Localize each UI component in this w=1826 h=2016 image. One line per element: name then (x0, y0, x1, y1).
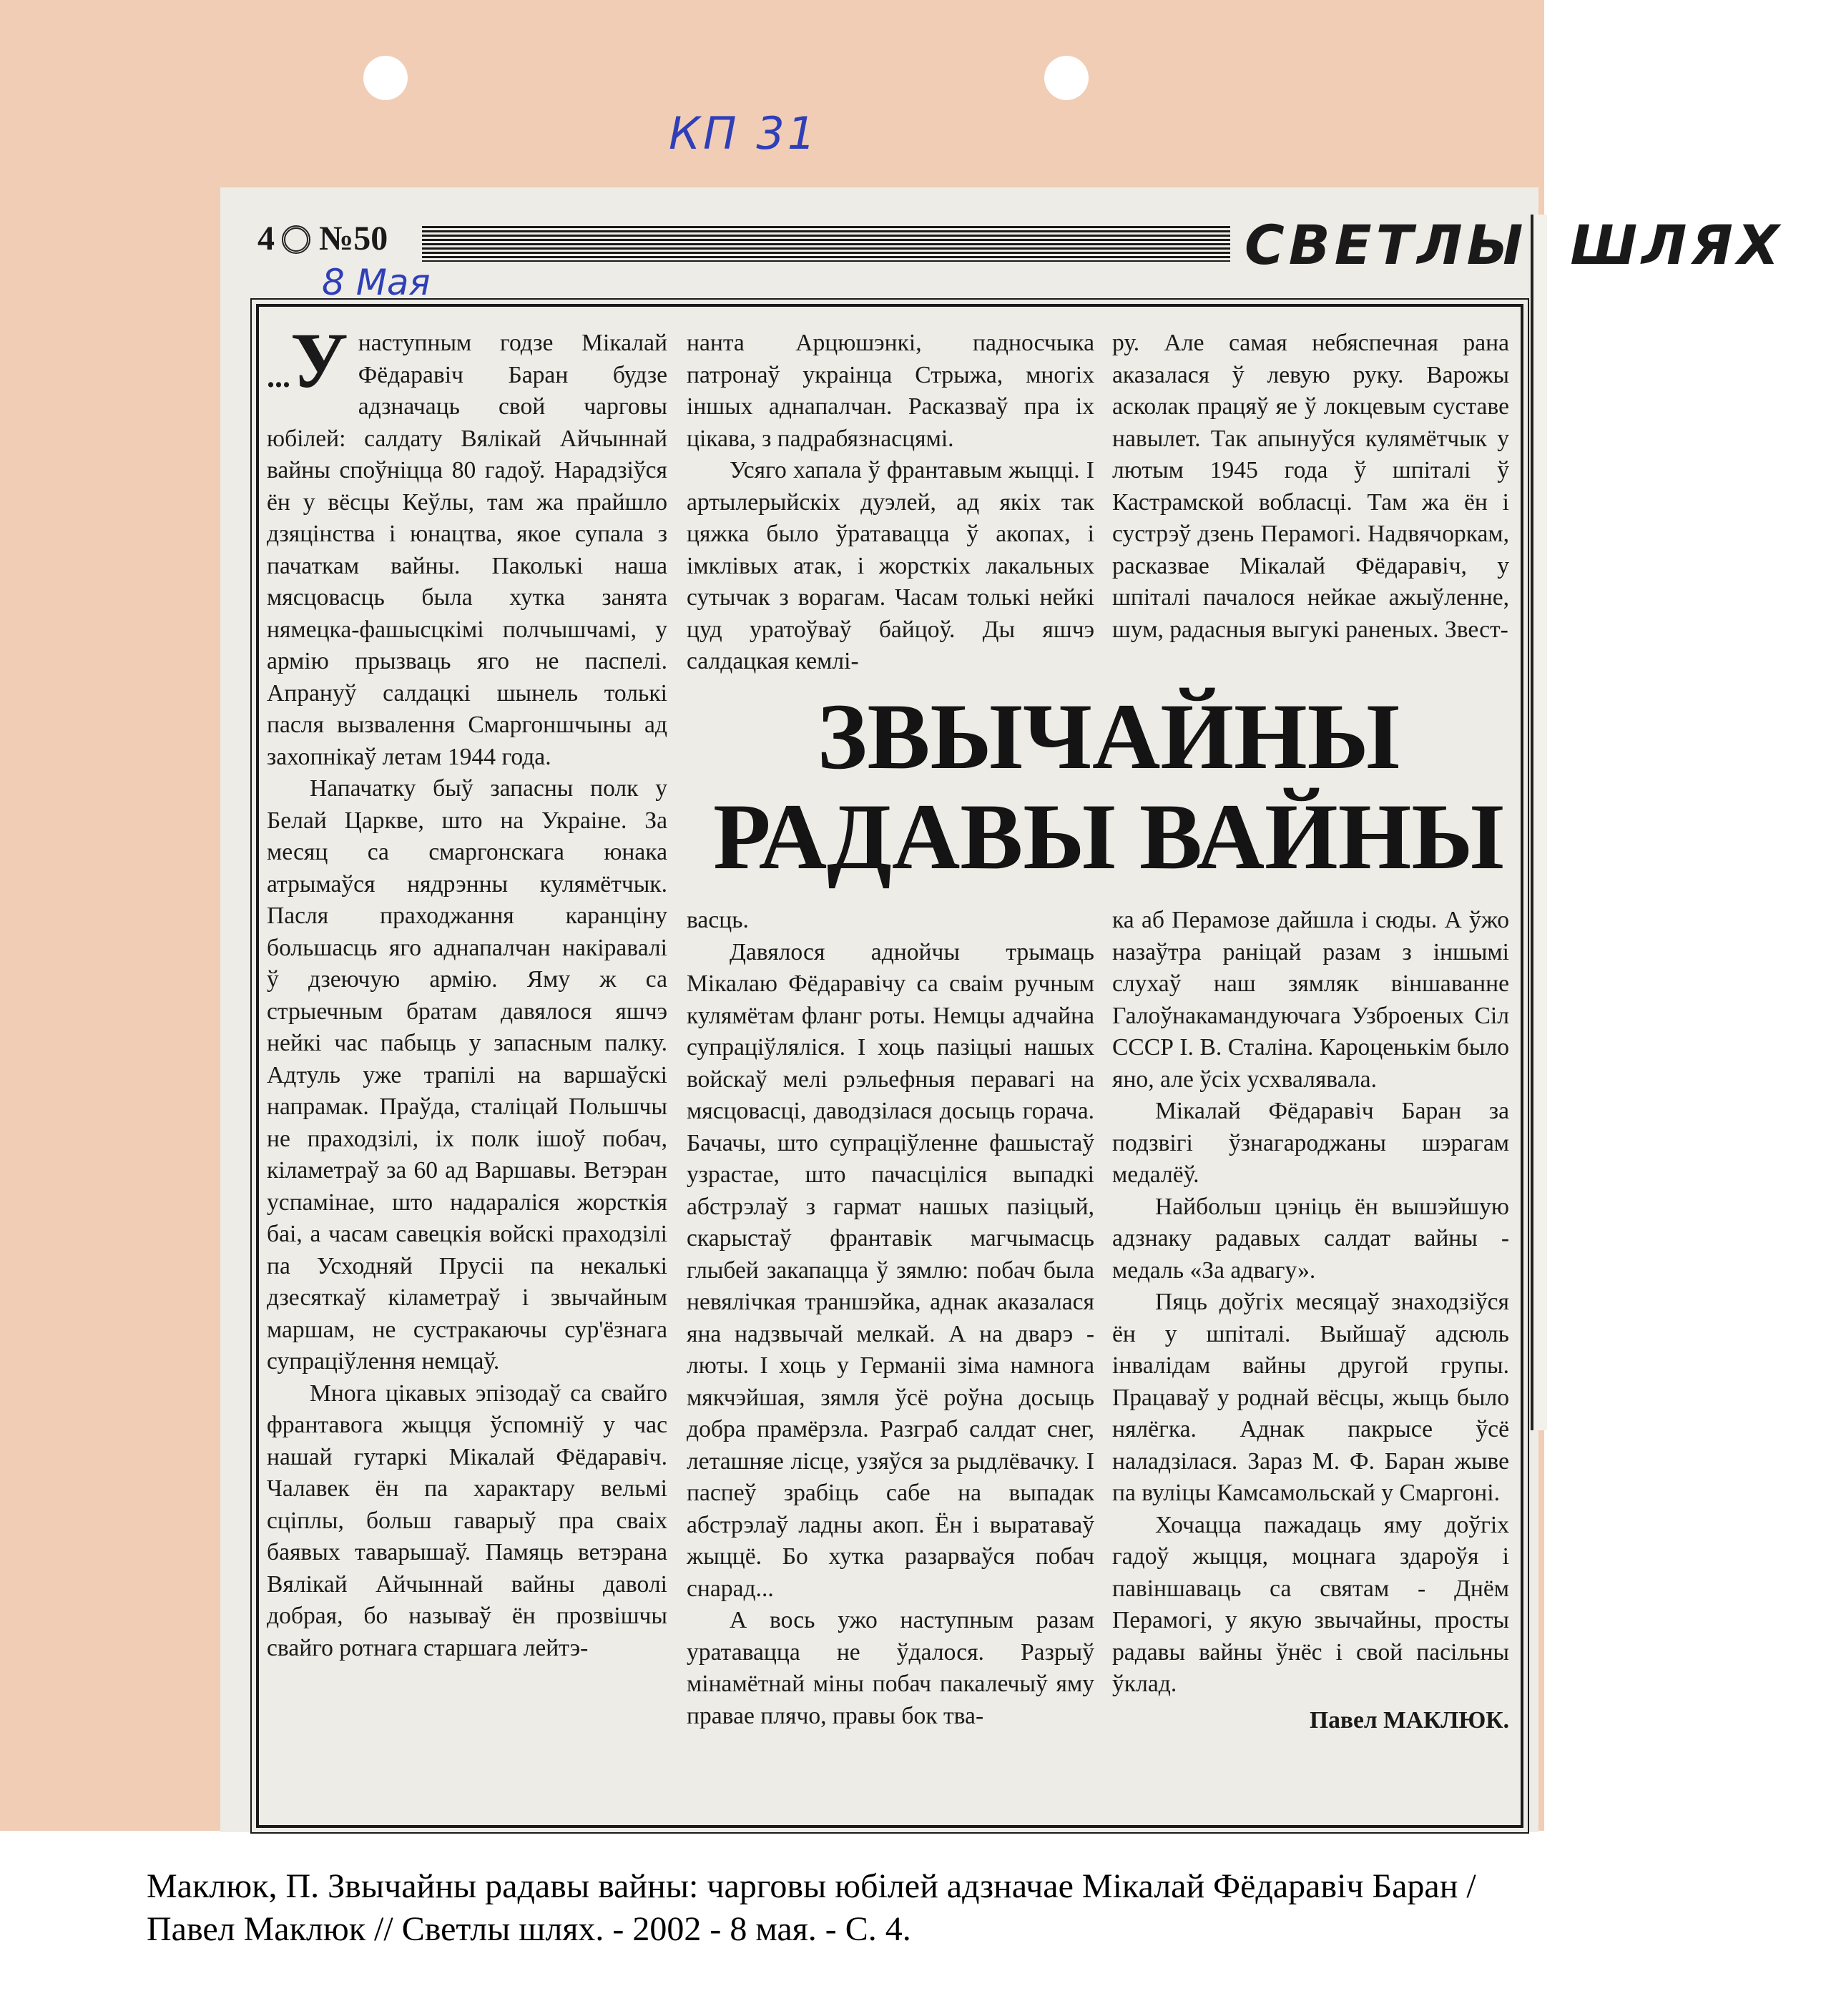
bullseye-icon (282, 225, 310, 254)
dropcap-letter: У (290, 317, 348, 404)
handwritten-date-note: 8 Мая (322, 262, 431, 303)
page-number: 4 (257, 220, 275, 257)
newspaper-title (1245, 213, 1826, 277)
article-paragraph: Давялося аднойчы трымаць Мікалаю Фёдаравічу са сваім ручным кулямётам фланг роты. Немцы адчайна супраціўляліся. І хоць пазіцыі нашых войскаў мелі рэльефныя перавагі на мясцовасці, даводзілася досыць горача. Бачачы, што супраціўленне фашыстаў узрастае, што пачасціліся выпадкі абстрэлаў з гармат нашых пазіцый, скарыстаў франтавік магчымасць глыбей закапацца ў зямлю: побач была невялічкая траншэйка, аднак аказалася яна надзвычай мелкай. А на дварэ - люты. І хоць у Германіі зіма намнога мякчэйшая, зямля ўсё роўна досыць добра прамёрзла. Разграб салдат снег, леташняе лісце, узяўся за рыдлёвачку. І паспеў зрабіць сабе на выпадак абстрэлаў ладны акоп. Ён і выратаваў жыццё. Бо хутка разарваўся побач снарад... (687, 938, 1094, 1602)
article-column-2-top (687, 328, 1094, 678)
article-column-2-bottom (687, 905, 1094, 1732)
article-paragraph: ру. Але самая небяспечная рана аказалася ў левую руку. Варожы асколак працяў яе ў локцевым суставе навылет. Так апынуўся кулямётчык у лютым 1945 года ў шпіталі ў Кастрамской вобласці. Там жа ён і сустрэў дзень Перамогі. Надвячоркам, расказвае Мікалай Фёдаравіч, у шпіталі пачалося нейкае ажыўленне, шум, радасныя выгукі раненых. Звест- (1112, 330, 1509, 643)
masthead (257, 213, 1784, 277)
article-paragraph: Усяго хапала ў франтавым жыцці. І артылерыйскіх дуэлей, ад якіх так цяжка было ўратавацца ў акопах, і імклівых атак, і жорсткіх лакальных сутычак з ворагам. Часам толькі нейкі цуд уратоўваў байцоў. Ды яшчэ салдацкая кемлі- (687, 457, 1094, 674)
punch-hole (363, 56, 408, 100)
article-paragraph: ка аб Перамозе дайшла і сюды. А ўжо назаўтра раніцай разам з іншымі слухаў наш зямляк віншаванне Галоўнакамандуючага Узброеных Сіл СССР І. В. Сталіна. Кароценькім было яно, але ўсіх усхвалявала. (1112, 907, 1509, 1093)
bibliographic-citation: Маклюк, П. Звычайны радавы вайны: чарговы юбілей адзначае Мікалай Фёдаравіч Баран / Павел Маклюк // Светлы шлях. - 2002 - 8 мая. - С. 4. (147, 1867, 1476, 1948)
newspaper-title-word: ШЛЯХ (1570, 213, 1784, 277)
issue-info (257, 219, 388, 258)
article-column-3-top (1112, 328, 1509, 646)
article-paragraph: Найбольш цэніць ён вышэйшую адзнаку радавых салдат вайны - медаль «За адвагу». (1112, 1193, 1509, 1284)
paragraph-text: наступным годзе Мікалай Фёдаравіч Баран будзе адзначаць свой чарговы юбілей: салдату Вялікай Айчыннай вайны споўніцца 80 гадоў. Нарадзіўся ён у вёсцы Кеўлы, там жа прайшло дзяцінства і юнацтва, якое супала з пачаткам вайны. Паколькі наша мясцовасць была хутка занята нямецка-фашысцкімі полчышчамі, у армію прызваць яго не паспелі. Апрануў салдацкі шынель толькі пасля вызвалення Смаргоншчыны ад захопнікаў летам 1944 года. (267, 330, 667, 770)
article-paragraph: Хочацца пажадаць яму доўгіх гадоў жыцця, моцнага здароўя і павіншаваць са святам - Днём Перамогі, у якую звычайны, просты радавы вайны ўнёс і свой пасільны ўклад. (1112, 1511, 1509, 1697)
newspaper-title-word: СВЕТЛЫ (1245, 213, 1528, 277)
article-paragraph: нанта Арцюшэнкі, падносчыка патронаў украінца Стрыжа, многіх іншых аднапалчан. Расказваў пра іх цікава, з падрабязнасцямі. (687, 330, 1094, 452)
punch-hole (1044, 56, 1089, 100)
article-paragraph: Многа цікавых эпізодаў са свайго франтавога жыцця ўспомніў у час нашай гутаркі Мікалай Фёдаравіч. Чалавек ён па характару вельмі сціплы, больш гаварыў пра сваіх баявых таварышаў. Памяць ветэрана Вялікай Айчыннай вайны даволі добрая, бо называў ён прозвішчы свайго ротнага старшага лейтэ- (267, 1380, 667, 1661)
article-column-3-bottom (1112, 905, 1509, 1736)
dropcap-ellipsis: ... (267, 359, 290, 394)
article-paragraph: Пяць доўгіх месяцаў знаходзіўся ён у шпіталі. Выйшаў адсюль інвалідам вайны другой групы. Працаваў у роднай вёсцы, жыць было нялёгка. Аднак пакрысе ўсё наладзілася. Зараз М. Ф. Баран жыве па вуліцы Камсамольскай у Смаргоні. (1112, 1289, 1509, 1506)
article-paragraph: А вось ужо наступным разам уратавацца не ўдалося. Разрыў мінамётнай міны побач пакалечыў яму правае плячо, правы бок тва- (687, 1607, 1094, 1729)
headline-line: РАДАВЫ ВАЙНЫ (713, 784, 1504, 889)
masthead-rule (422, 226, 1230, 262)
handwritten-catalog-mark: КП 31 (669, 107, 819, 159)
article-author: Павел МАКЛЮК. (1309, 1706, 1509, 1734)
issue-number: №50 (319, 220, 388, 257)
headline-line: ЗВЫЧАЙНЫ (817, 684, 1400, 789)
dropcap (267, 317, 348, 405)
article-column-1 (267, 317, 667, 1664)
article-headline (687, 684, 1531, 889)
adjacent-column-edge (1531, 215, 1547, 1430)
article-paragraph: васць. (687, 907, 749, 933)
article-paragraph: Мікалай Фёдаравіч Баран за подзвігі ўзнагароджаны шэрагам медалёў. (1112, 1098, 1509, 1188)
article-paragraph (267, 317, 667, 773)
article-paragraph: Напачатку быў запасны полк у Белай Царкве, што на Украіне. За месяц са смаргонскага юнака атрымаўся нядрэнны кулямётчык. Пасля праходжання каранціну большасць яго аднапалчан накіравалі ў дзеючую армію. Яму ж са стрыечным братам давялося яшчэ нейкі час пабыць у запасным палку. Адтуль уже трапілі на варшаўскі напрамак. Праўда, сталіцай Польшчы не праходзілі, іх полк ішоў побач, кіламетраў за 60 ад Варшавы. Ветэран успамінае, што надараліся жорсткія баі, а часам савецкія войскі праходзілі па Усходняй Прусіі па некалькі дзесяткаў кіламетраў і звычайным маршам, не сустракаючы сур'ёзнага супраціўлення немцаў. (267, 775, 667, 1375)
